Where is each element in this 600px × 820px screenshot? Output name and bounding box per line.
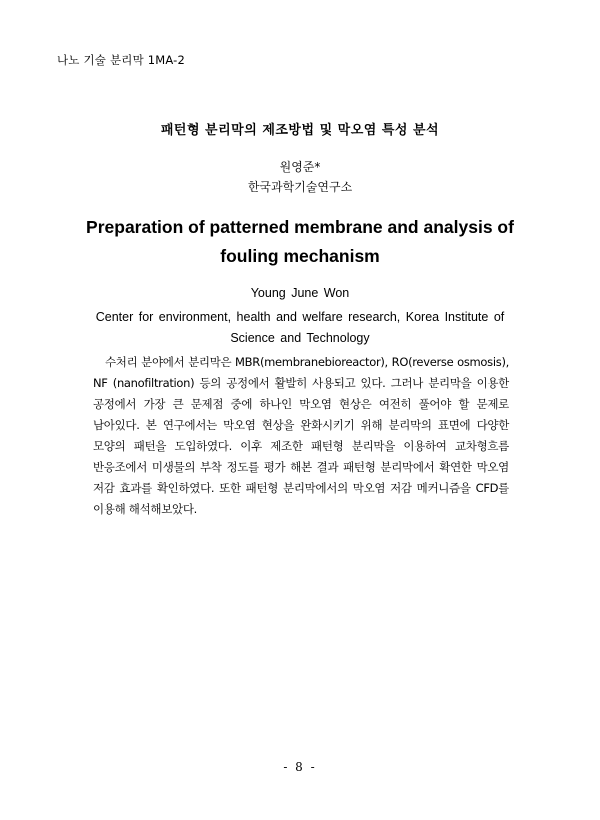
session-code: 나노 기술 분리막 1MA-2 bbox=[57, 53, 186, 67]
author-korean: 원영준* bbox=[279, 160, 321, 174]
abstract-text: 수처리 분야에서 분리막은 MBR(membranebioreactor), RO(reverse osmosis), NF (nanofiltration) 등의 공정에서 활발히 사용되고 있다. 그러나 분리막을 이용한 공정에서 가장 큰 문제점 중에 하나인 막오염 현상은 여전히 풀어야 할 문제로 남아있다. 본 연구에서는 막오염 현상을 완화시키기 위해 분리막의 표면에 다양한 모양의 패턴을 도입하였다. 이후 제조한 패턴형 분리막을 이용하여 교차형흐름 반응조에서 미생물의 부착 정도를 평가 해본 결과 패턴형 분리막에서 확연한 막오염 저감 효과를 확인하였다. 또한 패턴형 분리막에서의 막오염 저감 메커니즘을 CFD를 이용해 해석해보았다. bbox=[93, 355, 509, 516]
page-number: - 8 - bbox=[283, 760, 317, 774]
title-english: Preparation of patterned membrane and analysis of fouling mechanism bbox=[86, 217, 514, 266]
title-korean: 패턴형 분리막의 제조방법 및 막오염 특성 분석 bbox=[160, 123, 440, 138]
affiliation-english: Center for environment, health and welfare research, Korea Institute of Science and Technology bbox=[95, 310, 505, 345]
affiliation-korean: 한국과학기술연구소 bbox=[247, 180, 353, 194]
author-english: Young June Won bbox=[250, 286, 350, 300]
